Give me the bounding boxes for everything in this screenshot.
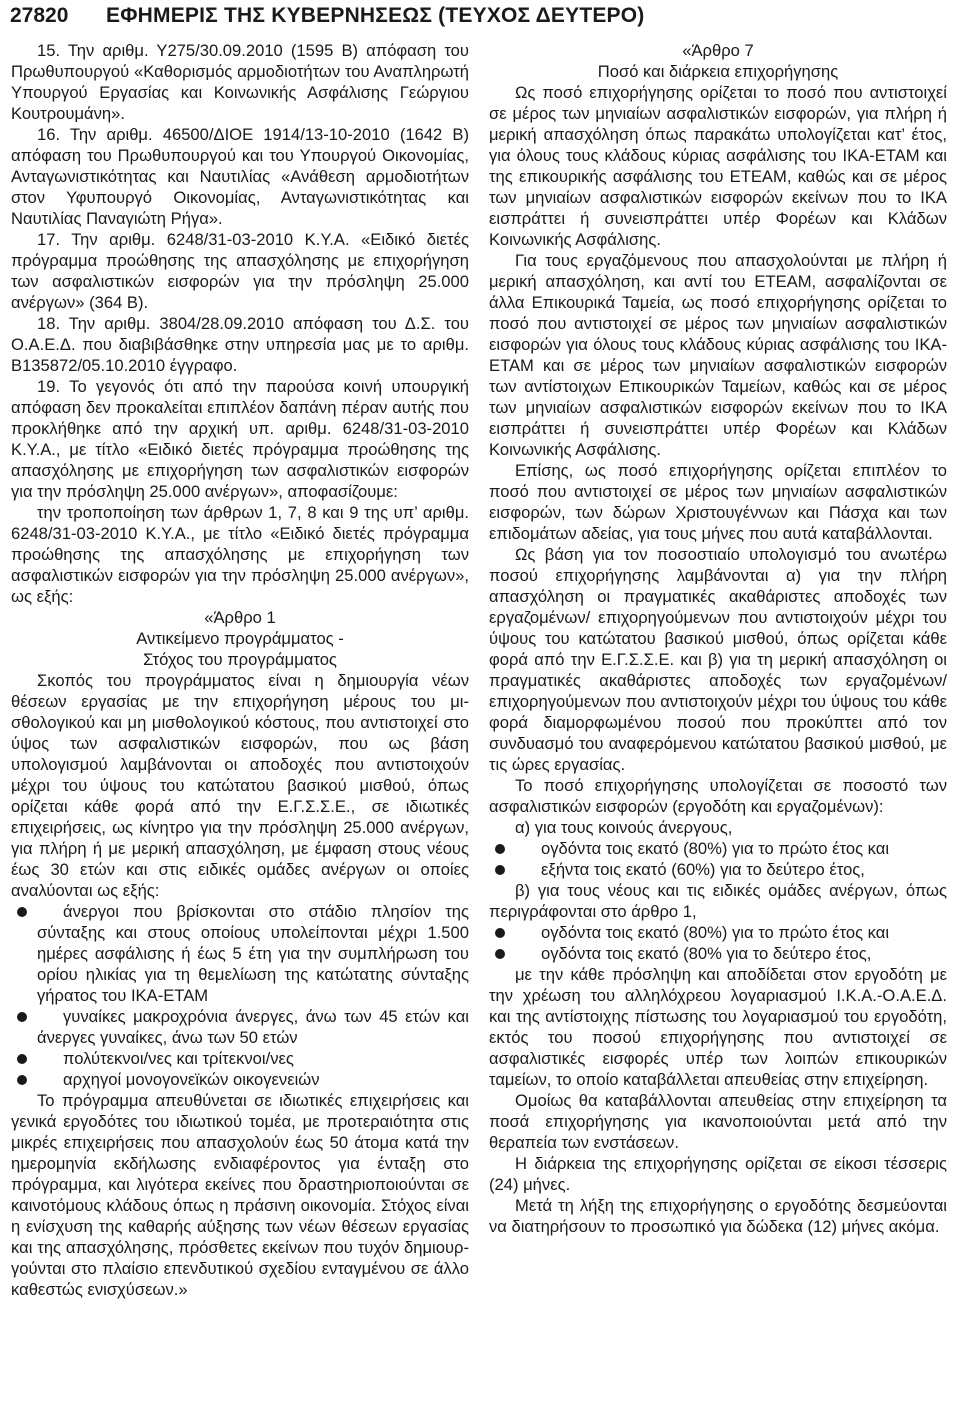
article-heading: Ποσό και διάρκεια επιχορήγησης	[597, 62, 839, 81]
bullet-dot-icon	[17, 1054, 27, 1064]
paragraph: 15. Την αριθμ. Υ275/30.09.2010 (1595 Β) απόφαση του Πρωθυπουργού «Καθορισμός αρμοδιοτήτων του Αναπληρωτή Υπουργού Εργασίας και Κοινωνικής Ασφάλισης Γεώργιου Κουτρουμάνη».	[11, 41, 469, 123]
paragraph: 18. Την αριθμ. 3804/28.09.2010 απόφαση του Δ.Σ. του Ο.Α.Ε.Δ. που διαβιβάσθηκε στην υπηρεσία μας με το αριθμ. Β135872/05.10.2010 έγγραφο.	[11, 314, 469, 375]
bullet-dot-icon	[495, 844, 505, 854]
paragraph: β) για τους νέους και τις ειδικές ομάδες ανέργων, όπως περιγράφονται στο άρθρο 1,	[489, 881, 947, 921]
running-title: ΕΦΗΜΕΡΙΣ ΤΗΣ ΚΥΒΕΡΝΗΣΕΩΣ (ΤΕΥΧΟΣ ΔΕΥΤΕΡΟ)	[106, 4, 645, 27]
bullet-dot-icon	[495, 928, 505, 938]
bullet-dot-icon	[495, 949, 505, 959]
left-column	[11, 40, 469, 1420]
article-heading: «Άρθρο 1	[204, 608, 276, 627]
bullet-text: πολύτεκνοι/νες και τρίτεκνοι/νες	[63, 1049, 294, 1068]
bullet-item	[11, 1006, 469, 1048]
bullet-dot-icon	[495, 865, 505, 875]
article-heading: Στόχος του προγράμματος	[143, 650, 337, 669]
bullet-item	[489, 838, 947, 859]
bullet-item	[489, 859, 947, 880]
bullet-item	[11, 1048, 469, 1069]
bullet-item	[11, 1069, 469, 1090]
paragraph: Για τους εργαζόμενους που απασχολούνται με πλήρη ή μερική απασχόληση, και αντί του ΕΤΕΑΜ, ασφαλίζονται σε άλλα Επικουρικά Ταμεία, ως ποσό επιχορήγησης ορίζεται το ποσό που αντιστοιχεί σε μέρος των μηνιαίων ασφαλιστικών εισφορών για όλους τους κλάδους κύριας ασφάλισης του ΙΚΑ-ΕΤΑΜ και σε μέρος των μηνιαίων ασφαλιστικών εισφορών των αντίστοιχων Επικουρικών Ταμείων, καθώς και σε μέρος των μηνιαίων ασφαλιστικών εισφορών εκείνων που το ΙΚΑ εισπράττει ή συνεισπράττει υπέρ Φορέων και Κλάδων Κοινωνικής Ασφάλισης.	[489, 251, 947, 459]
bullet-item	[11, 901, 469, 1006]
right-column	[489, 40, 947, 1420]
paragraph: Η διάρκεια της επιχορήγησης ορίζεται σε είκοσι τέσσερις (24) μήνες.	[489, 1154, 947, 1194]
bullet-dot-icon	[17, 1075, 27, 1085]
paragraph: Μετά τη λήξη της επιχορήγησης ο εργοδότης δεσμεύονται να διατηρήσουν το προσωπικό για δώδεκα (12) μήνες ακόμα.	[489, 1196, 947, 1236]
page-header	[10, 2, 950, 32]
paragraph: 16. Την αριθμ. 46500/ΔΙΟΕ 1914/13-10-2010 (1642 Β) απόφαση του Πρωθυπουργού και του Υπουργού Οικονομίας, Ανταγωνιστικότητας και Ναυτιλίας «Ανάθεση αρμοδιοτήτων στον Υφυπουργό Οικονομίας, Ανταγωνιστικότητας και Ναυτιλίας Παναγιώτη Ρήγα».	[11, 125, 469, 228]
paragraph: Ως ποσό επιχορήγησης ορίζεται το ποσό που αντιστοιχεί σε μέρος των μηνιαίων ασφαλιστικών εισφορών, για πλήρη ή μερική απασχόληση όπως παρακάτω υπολογίζεται κατ’ έτος, για όλους τους κλάδους κύριας ασφάλισης του ΙΚΑ-ΕΤΑΜ και της επικουρικής ασφάλισης του ΕΤΕΑΜ, καθώς και σε μέρος των μηνιαίων ασφαλιστικών εισφορών εκείνων που το ΙΚΑ εισπράττει ή συνεισπράττει υπέρ Φορέων και Κλάδων Κοινωνικής Ασφάλισης.	[489, 83, 947, 249]
paragraph: α) για τους κοινούς άνεργους,	[515, 818, 733, 837]
paragraph: Ομοίως θα καταβάλλονται απευθείας στην επιχείρηση τα ποσά επιχορήγησης για ικανοποιούνται μετά από την θεραπεία των ενστάσεων.	[489, 1091, 947, 1152]
bullet-text: γυναίκες μακροχρόνια άνεργες, άνω των 45 ετών και άνεργες γυναίκες, άνω των 50 ετών	[37, 1007, 469, 1047]
article-heading: Αντικείμενο προγράμματος -	[136, 629, 344, 648]
paragraph: Ως βάση για τον ποσοστιαίο υπολογισμό του ανωτέρω ποσού επιχορήγησης λαμβάνονται α) για την πλήρη απασχόληση οι πραγματικές ακαθάριστες αποδοχές των εργαζομένων/ επιχορηγούμενων που αντιστοιχούν μέχρι του ύψους του κατώτατου βασικού μισθού, όπως ορίζεται κάθε φορά από την Ε.Γ.Σ.Σ.Ε. και β) για τη μερική απασχόληση οι πραγματικές ακαθάριστες αποδοχές των εργαζομένων/ επιχορηγούμενων που αντιστοιχούν μέχρι του ύψους του κάθε φορά διαμορφωμένου ποσού που προκύπτει από τον συνδυασμό του αναφερόμενου κατώτατου βασικού μισθού, με τις ώρες εργασίας.	[489, 545, 947, 774]
paragraph: με την κάθε πρόσληψη και αποδίδεται στον εργοδότη με την χρέωση του αλληλόχρεου λογαριασμού Ι.Κ.Α.-Ο.Α.Ε.Δ. και της αντίστοιχης πίστωσης του λογαριασμού του εργοδότη, εκτός του ποσού επιχορήγησης που αντιστοιχεί σε ασφαλιστικές εισφορές υπέρ των λοιπών επικουρικών ταμείων, το οποίο καταβάλλεται απευθείας στην επιχείρηση.	[489, 965, 947, 1089]
paragraph: Σκοπός του προγράμματος είναι η δημιουργία νέων θέσεων εργασίας με την επιχορήγηση μέρους του μισθολογικού και μη μισθολογικού κόστους, που αντιστοιχεί στο ύψος των ασφαλιστικών εισφορών, που ως βάση υπολογισμού λαμβάνονται οι αποδοχές που αντιστοιχούν μέχρι του ύψους του κατώτατου βασικού μισθού, όπως ορίζεται κάθε φορά από την Ε.Γ.Σ.Σ.Ε., σε ιδιωτικές επιχειρήσεις, ως κίνητρο για την πρόσληψη 25.000 ανέργων, για πλήρη ή με μερική απασχόληση, με έμφαση στους νέους έως 30 ετών και στις ειδικές ομάδες ανέργων οι οποίες αναλύονται ως εξής:	[11, 671, 469, 900]
paragraph: Το ποσό επιχορήγησης υπολογίζεται σε ποσοστό των ασφαλιστικών εισφορών (εργοδότη και εργαζομένων):	[489, 776, 947, 816]
page-number: 27820	[10, 4, 69, 27]
paragraph: 17. Την αριθμ. 6248/31-03-2010 Κ.Υ.Α. «Ειδικό διετές πρόγραμμα προώθησης της απασχόλησης με επιχορήγηση των ασφαλιστικών εισφορών για την πρόσληψη 25.000 ανέργων» (364 Β).	[11, 230, 469, 312]
paragraph: την τροποποίηση των άρθρων 1, 7, 8 και 9 της υπ’ αριθμ. 6248/31-03-2010 Κ.Υ.Α., με τίτλο «Ειδικό διετές πρόγραμμα προώθησης της απασχόλησης με επιχορήγηση των ασφαλιστικών εισφορών για την πρόσληψη 25.000 ανέργων», ως εξής:	[11, 503, 469, 606]
bullet-dot-icon	[17, 1012, 27, 1022]
bullet-text: άνεργοι που βρίσκονται στο στάδιο πλησίον της σύνταξης και στους οποίους υπολείπονται μέχρι 1.500 ημέρες ασφάλισης ή έως 5 έτη για την συμπλήρωση του ορίου ηλικίας για τη θεμελίωση της κατώτατης σύνταξης γήρατος του ΙΚΑ-ΕΤΑΜ	[37, 902, 469, 1005]
bullet-text: ογδόντα τοις εκατό (80%) για το πρώτο έτος και	[541, 839, 890, 858]
bullet-text: ογδόντα τοις εκατό (80%) για το πρώτο έτος και	[541, 923, 890, 942]
paragraph: 19. Το γεγονός ότι από την παρούσα κοινή υπουργική απόφαση δεν προκαλείται επιπλέον δαπάνη πέραν αυτής που προκλήθηκε από την αρχική υπ. αριθμ. 6248/31-03-2010 Κ.Υ.Α., με τίτλο «Ειδικό διετές πρόγραμμα προώθησης της απασχόλησης με επιχορήγηση των ασφαλιστικών εισφορών για την πρόσληψη 25.000 ανέργων», αποφασίζουμε:	[11, 377, 469, 501]
article-heading: «Άρθρο 7	[682, 41, 754, 60]
bullet-dot-icon	[17, 907, 27, 917]
bullet-text: ογδόντα τοις εκατό (80% για το δεύτερο έτος,	[541, 944, 872, 963]
bullet-item	[489, 922, 947, 943]
bullet-text: αρχηγοί μονογονεϊκών οικογενειών	[63, 1070, 320, 1089]
bullet-item	[489, 943, 947, 964]
paragraph: Επίσης, ως ποσό επιχορήγησης ορίζεται επιπλέον το ποσό που αντιστοιχεί σε μέρος των μηνιαίων ασφαλιστικών εισφορών, των δώρων Χριστουγέννων και Πάσχα και των επιδομάτων αδείας, για τους μήνες που αυτά καταβάλλονται.	[489, 461, 947, 543]
bullet-text: εξήντα τοις εκατό (60%) για το δεύτερο έτος,	[541, 860, 865, 879]
paragraph: Το πρόγραμμα απευθύνεται σε ιδιωτικές επιχειρήσεις και γενικά εργοδότες του ιδιωτικού τομέα, με προτεραιότητα στις μικρές επιχειρήσεις που απασχολούν έως 50 άτομα κατά την ημερομηνία εκδήλωσης ενδιαφέροντος για ένταξη στο πρόγραμμα, και λιγότερα εκείνες που δραστηριοποιούνται σε καινοτόμους κλάδους όπως η πράσινη οικονομία. Στόχος είναι η ενίσχυση της καθαρής αύξησης των νέων θέσεων εργασίας και της απασχόλησης, πρόσθετες εκείνων που τυχόν δημιουργούνται στο πλαίσιο επενδυτικού σχεδίου ενταγμένου σε άλλο καθεστώς ενισχύσεων.»	[11, 1091, 469, 1299]
